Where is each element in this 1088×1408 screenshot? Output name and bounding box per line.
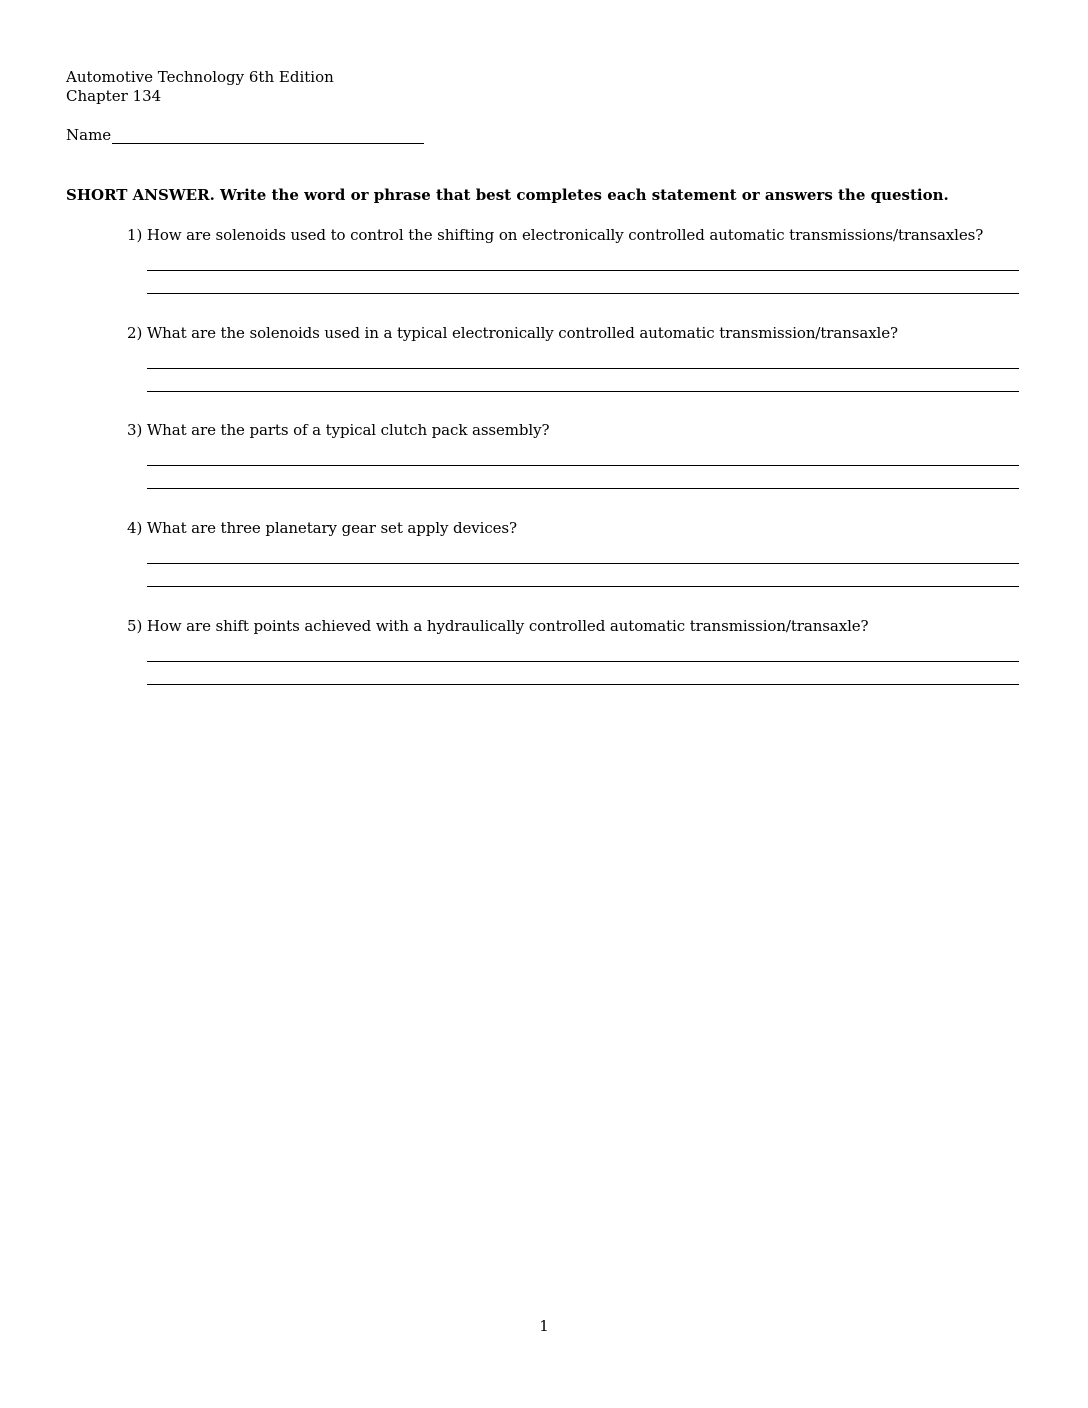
question-item bbox=[127, 324, 1019, 342]
answer-line[interactable] bbox=[147, 270, 1019, 271]
question-text: 5) How are shift points achieved with a hydraulically controlled automatic transmission/transaxle? bbox=[127, 617, 869, 635]
question-item bbox=[127, 519, 1019, 537]
answer-line[interactable] bbox=[147, 488, 1019, 489]
answer-line[interactable] bbox=[147, 368, 1019, 369]
question-text: 3) What are the parts of a typical clutch pack assembly? bbox=[127, 421, 550, 439]
question-text: 1) How are solenoids used to control the shifting on electronically controlled automatic transmissions/transaxles? bbox=[127, 226, 984, 244]
answer-line[interactable] bbox=[147, 684, 1019, 685]
name-row bbox=[66, 126, 424, 144]
answer-line[interactable] bbox=[147, 586, 1019, 587]
question-text: 2) What are the solenoids used in a typical electronically controlled automatic transmission/transaxle? bbox=[127, 324, 898, 342]
section-instructions: SHORT ANSWER. Write the word or phrase that best completes each statement or answers the question. bbox=[66, 186, 949, 204]
question-item bbox=[127, 421, 1019, 439]
name-label: Name bbox=[66, 126, 112, 144]
answer-line[interactable] bbox=[147, 465, 1019, 466]
name-field[interactable] bbox=[112, 126, 424, 144]
answer-line[interactable] bbox=[147, 563, 1019, 564]
page-number: 1 bbox=[539, 1317, 549, 1335]
question-item bbox=[127, 617, 1019, 635]
question-text: 4) What are three planetary gear set apply devices? bbox=[127, 519, 517, 537]
question-item bbox=[127, 226, 1019, 244]
answer-line[interactable] bbox=[147, 293, 1019, 294]
book-title: Automotive Technology 6th Edition bbox=[66, 68, 334, 86]
chapter-label: Chapter 134 bbox=[66, 87, 162, 105]
answer-line[interactable] bbox=[147, 391, 1019, 392]
answer-line[interactable] bbox=[147, 661, 1019, 662]
